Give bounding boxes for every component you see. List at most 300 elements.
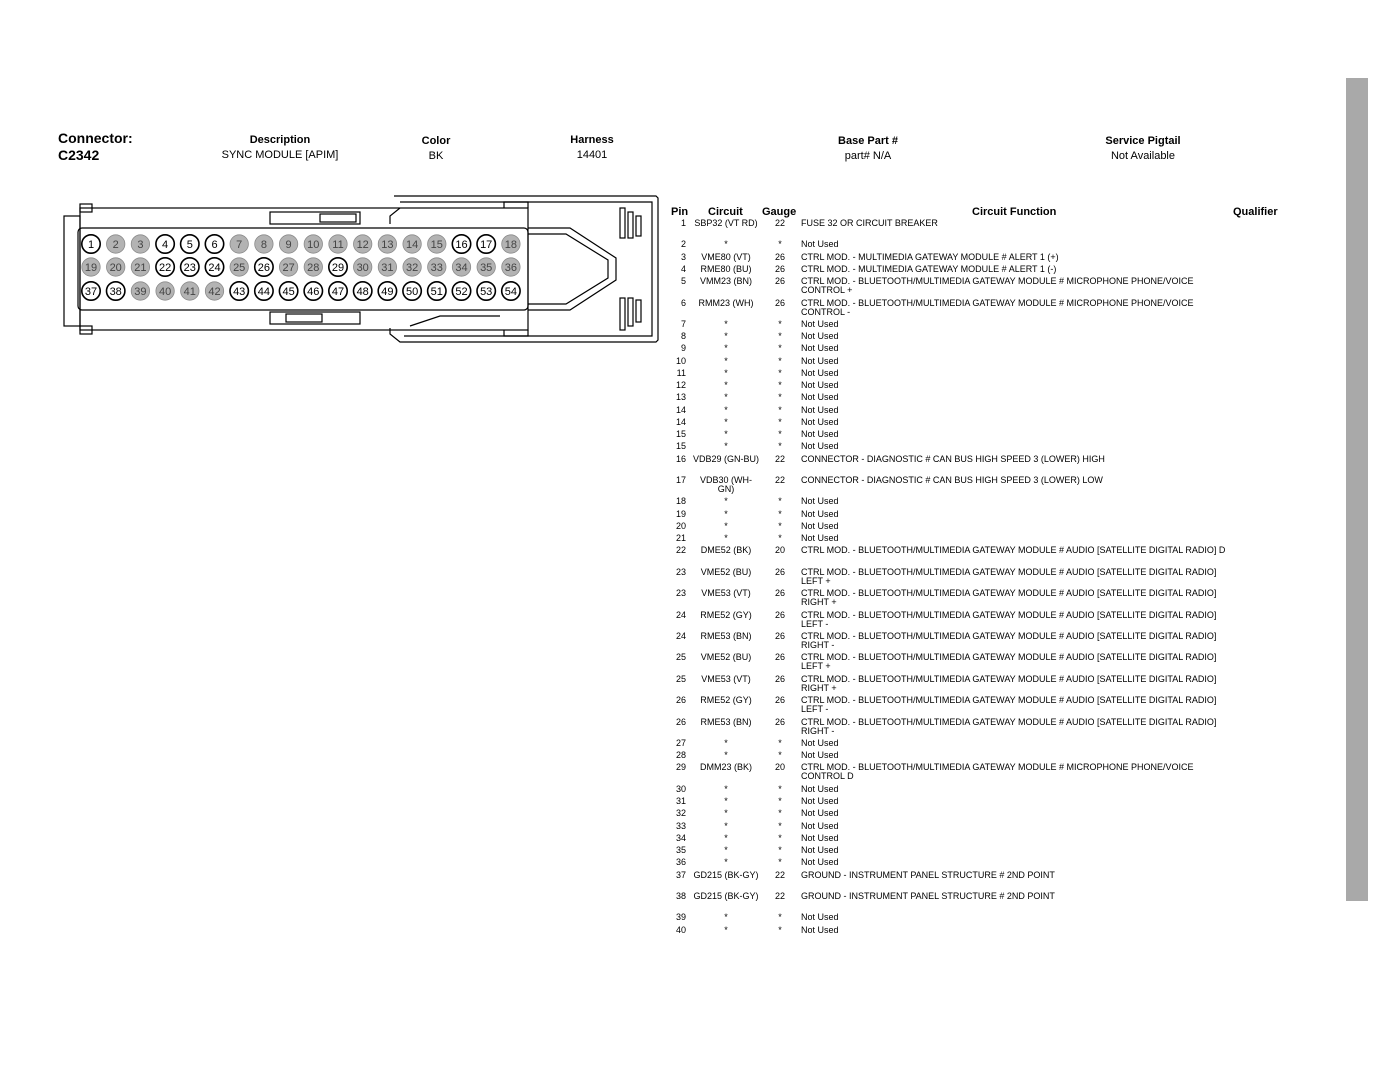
pin-number-16: 16 — [455, 239, 468, 251]
pin-number: 7 — [680, 318, 686, 329]
pin-number-14: 14 — [405, 239, 419, 251]
header-harness — [542, 133, 642, 163]
circuit-code: * — [724, 520, 728, 531]
pin-number-19: 19 — [84, 262, 98, 274]
circuit-code: VDB29 (GN-BU) — [692, 453, 759, 464]
circuit-code: SBP32 (VT RD) — [694, 218, 758, 228]
pin-row — [668, 809, 1308, 821]
wire-gauge: * — [778, 429, 782, 440]
pin-row — [668, 675, 1308, 696]
circuit-function: Not Used — [801, 404, 839, 415]
base-part-heading: Base Part # — [838, 135, 898, 147]
circuit-function: CTRL MOD. - BLUETOOTH/MULTIMEDIA GATEWAY MODULE # AUDIO [SATELLITE DIGITAL RADIO] LEFT + — [801, 652, 1217, 672]
circuit-heading: Circuit — [708, 206, 743, 218]
pin-number: 15 — [675, 441, 686, 452]
pin-row — [668, 344, 1308, 356]
pin-number: 36 — [675, 857, 686, 868]
pin-row — [668, 589, 1308, 610]
circuit-function: CTRL MOD. - BLUETOOTH/MULTIMEDIA GATEWAY MODULE # AUDIO [SATELLITE DIGITAL RADIO] LEFT - — [801, 695, 1217, 715]
pin-row — [668, 418, 1308, 430]
circuit-function: Not Used — [801, 429, 839, 440]
wire-gauge: 20 — [774, 762, 785, 773]
circuit-function: CTRL MOD. - BLUETOOTH/MULTIMEDIA GATEWAY MODULE # AUDIO [SATELLITE DIGITAL RADIO] RIGHT + — [801, 588, 1217, 608]
circuit-function: Not Used — [801, 737, 839, 748]
wire-gauge: 22 — [774, 869, 785, 880]
circuit-function: Not Used — [801, 343, 839, 354]
pin-number-18: 18 — [504, 239, 518, 251]
pin-number: 13 — [675, 392, 686, 403]
circuit-function: Not Used — [801, 796, 839, 807]
pin-number-50: 50 — [405, 286, 419, 298]
pin-row — [668, 522, 1308, 534]
pin-number-21: 21 — [134, 262, 147, 274]
pin-number: 4 — [680, 263, 686, 274]
wire-gauge: * — [778, 845, 782, 856]
circuit-code: * — [724, 783, 728, 794]
wire-gauge: * — [778, 392, 782, 403]
circuit-code: * — [724, 239, 728, 250]
header-base-part — [808, 134, 928, 164]
pin-row — [668, 219, 1308, 240]
circuit-function: Not Used — [801, 832, 839, 843]
pin-number: 16 — [675, 453, 686, 464]
pin-number-52: 52 — [455, 286, 468, 298]
circuit-function: Not Used — [801, 808, 839, 819]
pin-row — [668, 871, 1308, 892]
pin-table — [668, 206, 1308, 938]
pin-row — [668, 381, 1308, 393]
circuit-function: Not Used — [801, 355, 839, 366]
circuit-function: CTRL MOD. - MULTIMEDIA GATEWAY MODULE # ALERT 1 (-) — [801, 263, 1057, 274]
circuit-code: * — [724, 737, 728, 748]
wire-gauge: 22 — [774, 453, 785, 464]
pin-number: 30 — [675, 783, 686, 794]
wire-gauge: * — [778, 318, 782, 329]
circuit-function: GROUND - INSTRUMENT PANEL STRUCTURE # 2ND POINT — [801, 869, 1055, 880]
pin-number: 20 — [675, 520, 686, 531]
wire-gauge: * — [778, 239, 782, 250]
pin-number: 24 — [675, 631, 686, 642]
pin-number-20: 20 — [109, 262, 122, 274]
circuit-function: Not Used — [801, 508, 839, 519]
pin-number-27: 27 — [282, 262, 295, 274]
circuit-function: CTRL MOD. - BLUETOOTH/MULTIMEDIA GATEWAY MODULE # MICROPHONE PHONE/VOICE CONTROL - — [801, 297, 1194, 317]
wire-gauge: * — [778, 355, 782, 366]
circuit-function: CTRL MOD. - BLUETOOTH/MULTIMEDIA GATEWAY MODULE # AUDIO [SATELLITE DIGITAL RADIO] LEFT - — [801, 609, 1217, 629]
pin-number-22: 22 — [158, 262, 172, 274]
pin-row — [668, 718, 1308, 739]
pin-row — [668, 476, 1308, 497]
pin-number: 21 — [675, 533, 686, 544]
circuit-code: * — [724, 508, 728, 519]
pin-row — [668, 892, 1308, 913]
wire-gauge: 26 — [774, 609, 785, 620]
pin-number: 11 — [676, 367, 686, 378]
pin-row — [668, 393, 1308, 405]
pin-row — [668, 785, 1308, 797]
wire-gauge: * — [778, 508, 782, 519]
pin-number-48: 48 — [356, 286, 369, 298]
pin-row — [668, 277, 1308, 298]
wire-gauge: * — [778, 796, 782, 807]
pin-number: 32 — [675, 808, 686, 819]
pin-number: 25 — [675, 652, 686, 663]
circuit-code: * — [724, 429, 728, 440]
circuit-function: CTRL MOD. - BLUETOOTH/MULTIMEDIA GATEWAY MODULE # AUDIO [SATELLITE DIGITAL RADIO] D — [801, 545, 1226, 556]
pin-number-39: 39 — [134, 286, 147, 298]
circuit-function: CONNECTOR - DIAGNOSTIC # CAN BUS HIGH SPEED 3 (LOWER) LOW — [801, 475, 1103, 486]
pin-number-1: 1 — [87, 239, 95, 251]
wire-gauge: * — [778, 783, 782, 794]
circuit-code: DME52 (BK) — [700, 545, 752, 556]
circuit-function: Not Used — [801, 380, 839, 391]
circuit-code: VME53 (VT) — [701, 588, 751, 599]
circuit-function-heading: Circuit Function — [972, 206, 1057, 218]
circuit-code: VME53 (VT) — [701, 673, 751, 684]
pin-number: 3 — [680, 251, 686, 262]
pin-row — [668, 926, 1308, 938]
circuit-code: * — [724, 832, 728, 843]
circuit-function: CTRL MOD. - BLUETOOTH/MULTIMEDIA GATEWAY MODULE # AUDIO [SATELLITE DIGITAL RADIO] LEFT + — [801, 566, 1217, 586]
pin-number-51: 51 — [430, 286, 443, 298]
pin-number: 5 — [680, 276, 686, 287]
circuit-function: Not Used — [801, 441, 839, 452]
circuit-code: * — [724, 318, 728, 329]
pin-number: 35 — [675, 845, 686, 856]
circuit-function: Not Used — [801, 857, 839, 868]
pin-row — [668, 430, 1308, 442]
pin-number: 25 — [675, 673, 686, 684]
pin-number-2: 2 — [112, 239, 119, 251]
wire-gauge: 20 — [774, 545, 785, 556]
wire-gauge: * — [778, 924, 782, 935]
pin-row — [668, 320, 1308, 332]
pin-number-24: 24 — [208, 262, 221, 274]
circuit-code: * — [724, 355, 728, 366]
pin-number-6: 6 — [211, 239, 218, 251]
header-color — [396, 134, 476, 164]
pin-number: 17 — [675, 475, 686, 486]
pin-number-53: 53 — [480, 286, 493, 298]
color-heading: Color — [421, 135, 451, 147]
pin-number: 39 — [675, 912, 686, 923]
pin-row — [668, 632, 1308, 653]
pin-number-36: 36 — [504, 262, 518, 274]
pin-number-43: 43 — [233, 286, 246, 298]
circuit-code: * — [724, 331, 728, 342]
pin-row — [668, 357, 1308, 369]
wire-gauge: * — [778, 832, 782, 843]
wire-gauge: * — [778, 367, 782, 378]
pin-number-25: 25 — [233, 262, 246, 274]
wire-gauge: 26 — [774, 631, 785, 642]
circuit-code: * — [724, 404, 728, 415]
pin-number: 14 — [675, 404, 686, 415]
pin-number-41: 41 — [183, 286, 196, 298]
pin-number-44: 44 — [257, 286, 271, 298]
pin-number-33: 33 — [430, 262, 443, 274]
wire-gauge: * — [778, 808, 782, 819]
wire-gauge: * — [778, 343, 782, 354]
connector-code: C2342 — [58, 147, 100, 163]
pin-number: 26 — [675, 716, 686, 727]
pin-number-10: 10 — [307, 239, 320, 251]
pin-row — [668, 299, 1308, 320]
wire-gauge: 26 — [774, 716, 785, 727]
pin-number-46: 46 — [307, 286, 320, 298]
wire-gauge: * — [778, 441, 782, 452]
pin-number: 40 — [675, 924, 686, 935]
pin-row — [668, 913, 1308, 925]
circuit-function: Not Used — [801, 331, 839, 342]
pin-row — [668, 822, 1308, 834]
circuit-function: Not Used — [801, 750, 839, 761]
harness-value: 14401 — [576, 149, 608, 161]
circuit-function: Not Used — [801, 845, 839, 856]
color-value: BK — [428, 150, 444, 162]
description-value: SYNC MODULE [APIM] — [221, 149, 339, 161]
pin-row — [668, 510, 1308, 522]
wire-gauge: * — [778, 533, 782, 544]
pin-number-31: 31 — [381, 262, 394, 274]
circuit-code: * — [724, 845, 728, 856]
pin-number-17: 17 — [480, 239, 493, 251]
pin-row — [668, 442, 1308, 454]
wire-gauge: 26 — [774, 276, 785, 287]
wire-gauge: * — [778, 496, 782, 507]
circuit-function: Not Used — [801, 820, 839, 831]
pin-number-29: 29 — [331, 262, 345, 274]
pin-number: 14 — [675, 416, 686, 427]
circuit-function: CTRL MOD. - MULTIMEDIA GATEWAY MODULE # ALERT 1 (+) — [801, 251, 1059, 262]
wire-gauge: 26 — [774, 588, 785, 599]
pin-number: 34 — [675, 832, 686, 843]
pin-number: 6 — [680, 297, 686, 308]
circuit-code: RME52 (GY) — [700, 609, 752, 620]
vertical-scrollbar[interactable] — [1346, 78, 1368, 901]
description-heading: Description — [249, 134, 311, 146]
pin-row — [668, 546, 1308, 567]
pin-row — [668, 332, 1308, 344]
wire-gauge: 22 — [774, 475, 785, 486]
wire-gauge: * — [778, 737, 782, 748]
pin-number: 26 — [675, 695, 686, 706]
connector-label — [58, 130, 133, 164]
pin-number: 22 — [675, 545, 686, 556]
pin-number: 8 — [680, 331, 686, 342]
pin-number-38: 38 — [109, 286, 122, 298]
circuit-function: GROUND - INSTRUMENT PANEL STRUCTURE # 2ND POINT — [801, 891, 1055, 901]
pin-number-47: 47 — [331, 286, 345, 298]
pin-number: 31 — [675, 796, 686, 807]
pin-row — [668, 240, 1308, 252]
pin-number-5: 5 — [186, 239, 193, 251]
circuit-function: Not Used — [801, 783, 839, 794]
pin-number-13: 13 — [381, 239, 394, 251]
pin-number: 19 — [675, 508, 686, 519]
circuit-code: RMM23 (WH) — [698, 297, 754, 308]
pin-row — [668, 369, 1308, 381]
circuit-function: FUSE 32 OR CIRCUIT BREAKER — [801, 218, 938, 228]
pin-row — [668, 739, 1308, 751]
pin-number: 29 — [675, 762, 686, 773]
pin-number-32: 32 — [405, 262, 419, 274]
wire-gauge: * — [778, 820, 782, 831]
pin-number-35: 35 — [480, 262, 493, 274]
wire-gauge: 26 — [774, 566, 785, 577]
pin-number: 27 — [675, 737, 686, 748]
pin-number-54: 54 — [504, 286, 518, 298]
wire-gauge: * — [778, 520, 782, 531]
wire-gauge: * — [778, 912, 782, 923]
circuit-code: * — [724, 924, 728, 935]
pin-number: 12 — [675, 380, 686, 391]
circuit-code: * — [724, 367, 728, 378]
pin-number: 37 — [675, 869, 686, 880]
pin-number-8: 8 — [260, 239, 267, 251]
circuit-code: RME52 (GY) — [700, 695, 752, 706]
circuit-function: CTRL MOD. - BLUETOOTH/MULTIMEDIA GATEWAY MODULE # MICROPHONE PHONE/VOICE CONTROL D — [801, 762, 1194, 782]
wire-gauge: * — [778, 857, 782, 868]
circuit-code: DMM23 (BK) — [699, 762, 752, 773]
circuit-function: Not Used — [801, 496, 839, 507]
pin-number: 18 — [675, 496, 686, 507]
wire-gauge: 26 — [774, 251, 785, 262]
circuit-code: * — [724, 912, 728, 923]
service-pigtail-value: Not Available — [1110, 150, 1175, 162]
pin-number-11: 11 — [332, 239, 344, 251]
circuit-code: * — [724, 441, 728, 452]
circuit-function: Not Used — [801, 367, 839, 378]
harness-heading: Harness — [570, 134, 614, 146]
pin-number-23: 23 — [183, 262, 196, 274]
pin-number-3: 3 — [137, 239, 144, 251]
circuit-function: Not Used — [801, 533, 839, 544]
pin-row — [668, 455, 1308, 476]
pin-row — [668, 846, 1308, 858]
header-description — [200, 133, 360, 163]
circuit-function: CTRL MOD. - BLUETOOTH/MULTIMEDIA GATEWAY MODULE # AUDIO [SATELLITE DIGITAL RADIO] RIGHT - — [801, 631, 1217, 651]
pin-number-34: 34 — [455, 262, 468, 274]
circuit-code: * — [724, 380, 728, 391]
connector-face-diagram — [60, 194, 660, 346]
circuit-function: Not Used — [801, 924, 839, 935]
pin-number: 15 — [675, 429, 686, 440]
circuit-code: GD215 (BK-GY) — [693, 891, 759, 901]
pin-number-30: 30 — [356, 262, 369, 274]
pin-number-9: 9 — [285, 239, 292, 251]
pin-heading: Pin — [671, 206, 689, 218]
pin-number: 1 — [680, 218, 686, 228]
circuit-code: VDB30 (WH-GN) — [699, 475, 752, 495]
circuit-code: RME53 (BN) — [700, 716, 752, 727]
gauge-heading: Gauge — [762, 206, 797, 218]
pin-number-49: 49 — [381, 286, 394, 298]
pin-grid — [82, 235, 520, 300]
header-service-pigtail — [1078, 134, 1208, 164]
pin-row — [668, 834, 1308, 846]
circuit-function: Not Used — [801, 318, 839, 329]
wire-gauge: 26 — [774, 263, 785, 274]
wire-gauge: 26 — [774, 652, 785, 663]
pin-row — [668, 763, 1308, 784]
wire-gauge: * — [778, 750, 782, 761]
base-part-value: part# N/A — [844, 150, 892, 162]
pin-number-4: 4 — [162, 239, 169, 251]
circuit-code: RME80 (BU) — [700, 263, 752, 274]
pin-number-42: 42 — [208, 286, 221, 298]
circuit-code: * — [724, 533, 728, 544]
wire-gauge: 26 — [774, 297, 785, 308]
qualifier-heading: Qualifier — [1233, 206, 1278, 218]
circuit-function: Not Used — [801, 239, 839, 250]
service-pigtail-heading: Service Pigtail — [1105, 135, 1181, 147]
pin-row — [668, 497, 1308, 509]
pin-table-header — [668, 206, 1308, 219]
pin-row — [668, 406, 1308, 418]
pin-number-12: 12 — [356, 239, 369, 251]
pin-number-37: 37 — [84, 286, 98, 298]
circuit-code: RME53 (BN) — [700, 631, 752, 642]
pin-row — [668, 797, 1308, 809]
pin-number-40: 40 — [158, 286, 172, 298]
pin-number-15: 15 — [430, 239, 443, 251]
pin-number: 28 — [675, 750, 686, 761]
wire-gauge: 22 — [774, 891, 785, 901]
pin-number: 23 — [675, 566, 686, 577]
circuit-code: VMM23 (BN) — [699, 276, 752, 287]
circuit-code: * — [724, 808, 728, 819]
pin-number: 10 — [675, 355, 686, 366]
circuit-code: * — [724, 796, 728, 807]
pin-number: 38 — [675, 891, 686, 901]
connector-label-text: Connector: — [58, 130, 133, 146]
pin-number: 23 — [675, 588, 686, 599]
circuit-function: CTRL MOD. - BLUETOOTH/MULTIMEDIA GATEWAY MODULE # MICROPHONE PHONE/VOICE CONTROL + — [801, 276, 1194, 296]
circuit-code: VME52 (BU) — [700, 566, 752, 577]
pin-number-45: 45 — [282, 286, 295, 298]
circuit-code: * — [724, 750, 728, 761]
pin-number: 24 — [675, 609, 686, 620]
circuit-code: * — [724, 857, 728, 868]
circuit-function: CONNECTOR - DIAGNOSTIC # CAN BUS HIGH SPEED 3 (LOWER) HIGH — [801, 453, 1105, 464]
circuit-code: VME80 (VT) — [701, 251, 751, 262]
circuit-code: * — [724, 343, 728, 354]
pin-number-26: 26 — [257, 262, 271, 274]
circuit-function: CTRL MOD. - BLUETOOTH/MULTIMEDIA GATEWAY MODULE # AUDIO [SATELLITE DIGITAL RADIO] RIGHT + — [801, 673, 1217, 693]
circuit-function: Not Used — [801, 392, 839, 403]
circuit-code: * — [724, 392, 728, 403]
circuit-code: GD215 (BK-GY) — [693, 869, 759, 880]
circuit-code: * — [724, 416, 728, 427]
wire-gauge: * — [778, 380, 782, 391]
circuit-function: Not Used — [801, 520, 839, 531]
pin-number: 9 — [680, 343, 686, 354]
pin-row — [668, 696, 1308, 717]
pin-table-body — [668, 219, 1308, 938]
wire-gauge: * — [778, 404, 782, 415]
wire-gauge: 22 — [774, 218, 785, 228]
circuit-function: Not Used — [801, 416, 839, 427]
wire-gauge: 26 — [774, 695, 785, 706]
circuit-function: Not Used — [801, 912, 839, 923]
pin-number-7: 7 — [236, 239, 243, 251]
pin-row — [668, 611, 1308, 632]
circuit-code: VME52 (BU) — [700, 652, 752, 663]
pin-number: 33 — [675, 820, 686, 831]
circuit-code: * — [724, 820, 728, 831]
pin-number-28: 28 — [307, 262, 320, 274]
